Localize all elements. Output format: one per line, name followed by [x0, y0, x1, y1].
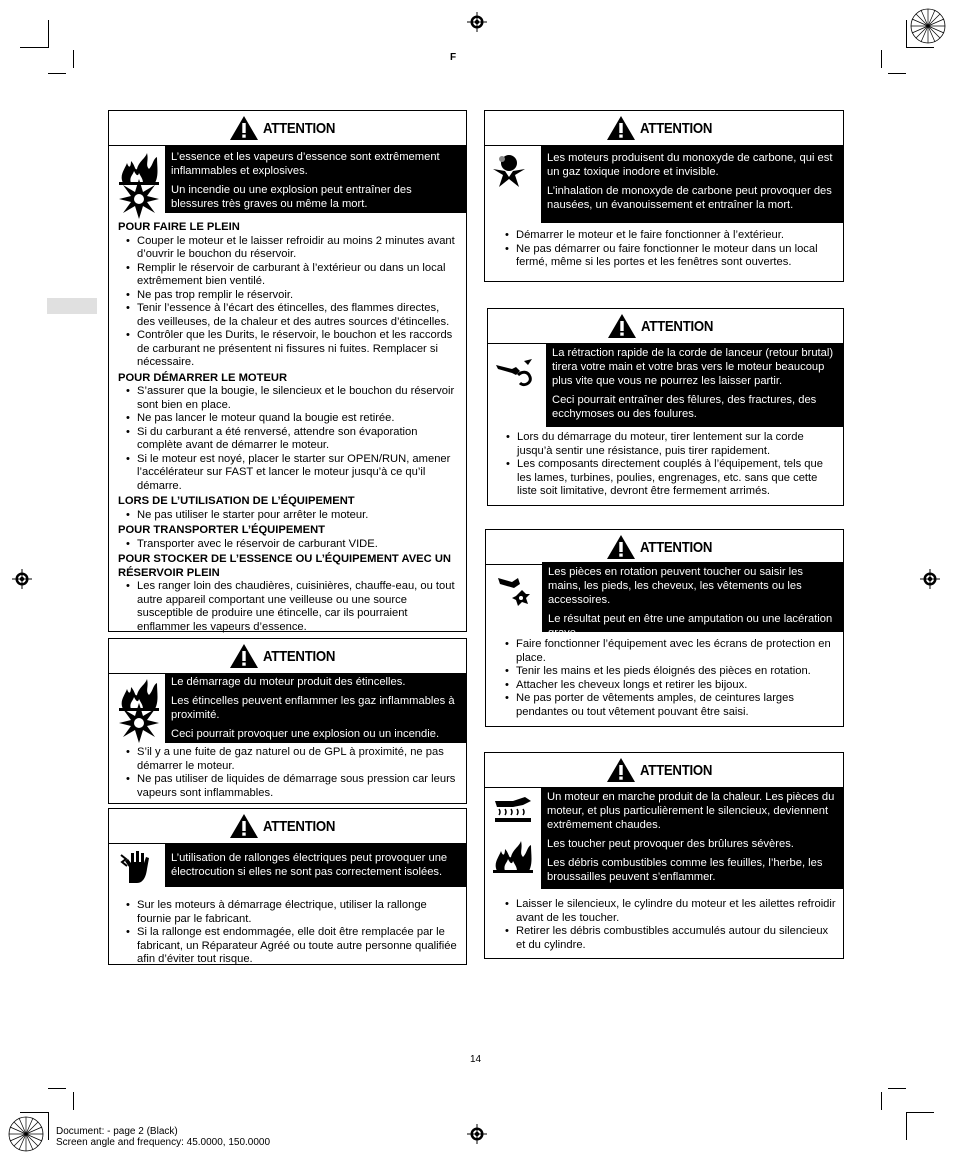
section-heading: LORS DE L’UTILISATION DE L’ÉQUIPEMENT — [118, 495, 355, 507]
crop-mark — [48, 20, 49, 48]
warning-bar: Le démarrage du moteur produit des étincelles. Les étincelles peuvent enflammer les gaz inflammables à proximité. Ceci pourrait provoquer une explosion ou un incendie. — [165, 673, 467, 743]
list-item: • Contrôler que les Durits, le réservoir, le bouchon et les raccords de carburant ne présentent ni fissures ni fuites. Remplacer si nécessaire. — [118, 329, 458, 370]
crop-mark — [20, 1112, 48, 1113]
bullet-list — [118, 235, 458, 370]
crop-mark — [20, 47, 48, 48]
list-item: • Ne pas porter de vêtements amples, de ceintures larges pendantes ou tout vêtement pouvant être saisi. — [497, 692, 837, 719]
warning-title: ATTENTION — [640, 538, 713, 556]
section-heading: POUR STOCKER DE L’ESSENCE OU L’ÉQUIPEMENT AVEC UN RÉSERVOIR PLEIN — [118, 553, 451, 579]
list-item: • Ne pas trop remplir le réservoir. — [118, 289, 458, 303]
toxic-gas-icon — [489, 153, 529, 193]
registration-target-icon — [467, 12, 487, 32]
registration-target-icon — [467, 1124, 487, 1144]
warning-bar: Les pièces en rotation peuvent toucher ou saisir les mains, les pieds, les cheveux, les vêtements ou les accessoires. Le résultat peut en être une amputation ou une lacération grave. — [542, 562, 844, 632]
list-item: • Les composants directement couplés à l’équipement, tels que les lames, turbines, poulies, engrenages, etc. sans que cette liste soit limitative, devront être fermement arrimés. — [498, 458, 838, 499]
warning-header — [109, 111, 466, 146]
list-item: • Remplir le réservoir de carburant à l’extérieur ou dans un local extrêmement bien ventilé. — [118, 262, 458, 289]
print-info-line: Document: - page 2 (Black) — [56, 1126, 178, 1137]
warning-body — [118, 746, 458, 801]
print-info-line: Screen angle and frequency: 45.0000, 150.0000 — [56, 1137, 271, 1148]
warning-bar: Un moteur en marche produit de la chaleur. Les pièces du moteur, et plus particulièrement le silencieux, deviennent extrêmement chaudes. Les toucher peut provoquer des brûlures sévères. Les débris combustibles comme les feuilles, l’herbe, les broussailles peuvent s’enflammer. — [541, 787, 844, 889]
warning-triangle-icon — [606, 757, 636, 783]
list-item: • Couper le moteur et le laisser refroidir au moins 2 minutes avant d’ouvrir le bouchon du réservoir. — [118, 235, 458, 262]
section-heading: POUR DÉMARRER LE MOTEUR — [118, 371, 288, 384]
electrical-warning-box — [108, 808, 467, 965]
crop-mark — [48, 1088, 66, 1089]
crop-mark — [48, 73, 66, 74]
crop-mark — [906, 47, 934, 48]
explosion-icon — [119, 703, 159, 743]
list-item: • Ne pas utiliser le starter pour arrêter le moteur. — [118, 509, 458, 523]
bullet-list — [498, 431, 838, 499]
warning-body — [118, 899, 458, 968]
starter-cord-kickback-icon — [494, 355, 534, 389]
bullet-list — [118, 580, 458, 634]
warning-triangle-icon — [229, 643, 259, 669]
hot-surface-warning-box — [484, 752, 844, 959]
warning-title: ATTENTION — [641, 317, 714, 335]
warning-header — [109, 809, 466, 844]
warning-bar: L’essence et les vapeurs d’essence sont extrêmement inflammables et explosives. Un incendie ou une explosion peut entraîner des blessures très graves ou même la mort. — [165, 145, 467, 213]
warning-body — [497, 898, 837, 953]
warning-header — [485, 111, 843, 146]
page-number: 14 — [470, 1054, 482, 1065]
rotating-parts-hand-icon — [496, 572, 532, 612]
crop-mark — [906, 20, 907, 48]
warning-body — [498, 431, 838, 500]
page-letter: F — [450, 52, 457, 63]
crop-mark — [73, 50, 74, 68]
warning-body — [118, 219, 458, 635]
warning-body — [497, 229, 837, 271]
bullet-list — [497, 898, 837, 952]
list-item: • S’assurer que la bougie, le silencieux et le bouchon du réservoir sont bien en place. — [118, 385, 458, 412]
list-item: • Ne pas lancer le moteur quand la bougie est retirée. — [118, 412, 458, 426]
carbon-monoxide-warning-box — [484, 110, 844, 282]
crop-mark — [881, 1092, 882, 1110]
section-heading: POUR FAIRE LE PLEIN — [118, 221, 240, 233]
warning-title: ATTENTION — [263, 119, 336, 137]
list-item: • Si du carburant a été renversé, attendre son évaporation complète avant de démarrer le moteur. — [118, 426, 458, 453]
crop-mark — [881, 50, 882, 68]
fuel-warning-box — [108, 110, 467, 632]
bullet-list — [497, 229, 837, 270]
list-item: • Sur les moteurs à démarrage électrique, utiliser la rallonge fournie par le fabricant. — [118, 899, 458, 926]
crop-mark — [906, 1112, 907, 1140]
list-item: • Si le moteur est noyé, placer le starter sur OPEN/RUN, amener l’accélérateur sur FAST et lancer le moteur jusqu’à ce qu’il démarre. — [118, 453, 458, 494]
electric-shock-hand-icon — [119, 849, 155, 885]
crop-mark — [906, 1112, 934, 1113]
list-item: • Ne pas démarrer ou faire fonctionner le moteur dans un local fermé, même si les portes et les fenêtres sont ouvertes. — [497, 243, 837, 270]
warning-bar: L’utilisation de rallonges électriques peut provoquer une électrocution si elles ne sont pas correctement isolées. — [165, 843, 467, 887]
warning-title: ATTENTION — [263, 647, 336, 665]
warning-body — [497, 638, 837, 720]
list-item: • Tenir les mains et les pieds éloignés des pièces en rotation. — [497, 665, 837, 679]
list-item: • Démarrer le moteur et le faire fonctionner à l’extérieur. — [497, 229, 837, 243]
warning-header — [109, 639, 466, 674]
warning-triangle-icon — [229, 115, 259, 141]
bullet-list — [118, 385, 458, 493]
hot-surface-hand-icon — [493, 793, 533, 827]
warning-header — [486, 530, 843, 565]
warning-triangle-icon — [606, 115, 636, 141]
warning-header — [485, 753, 843, 788]
crop-mark — [888, 1088, 906, 1089]
list-item: • Les ranger loin des chaudières, cuisinières, chauffe-eau, ou tout autre appareil comportant une veilleuse ou une source susceptible de produire une étincelle, car ils pourraient enflammer les vapeurs d’essence. — [118, 580, 458, 634]
list-item: • Ne pas utiliser de liquides de démarrage sous pression car leurs vapeurs sont inflammables. — [118, 773, 458, 800]
list-item: • Si la rallonge est endommagée, elle doit être remplacée par le fabricant, un Réparateur Agréé ou toute autre personne qualifiée afin d’éviter tout risque. — [118, 926, 458, 967]
list-item: • S’il y a une fuite de gaz naturel ou de GPL à proximité, ne pas démarrer le moteur. — [118, 746, 458, 773]
explosion-icon — [119, 179, 159, 219]
spark-warning-box — [108, 638, 467, 804]
bullet-list — [118, 899, 458, 967]
warning-header — [488, 309, 843, 344]
warning-bar: La rétraction rapide de la corde de lanceur (retour brutal) tirera votre main et votre bras vers le moteur beaucoup plus vite que vous ne pourrez les laisser partir. Ceci pourrait entraîner des fêlures, des fractures, des ecchymoses ou des foulures. — [546, 343, 844, 427]
crop-mark — [73, 1092, 74, 1110]
registration-target-icon — [920, 569, 940, 589]
rotating-parts-warning-box — [485, 529, 844, 727]
bullet-list — [118, 538, 458, 552]
list-item: • Faire fonctionner l’équipement avec les écrans de protection en place. — [497, 638, 837, 665]
warning-triangle-icon — [606, 534, 636, 560]
warning-bar: Les moteurs produisent du monoxyde de carbone, qui est un gaz toxique inodore et invisible. L’inhalation de monoxyde de carbone peut provoquer des nausées, un évanouissement et entraîner la mort. — [541, 145, 844, 223]
list-item: • Tenir l’essence à l’écart des étincelles, des flammes directes, des veilleuses, de la chaleur et des autres sources d’étincelles. — [118, 302, 458, 329]
section-heading: POUR TRANSPORTER L’ÉQUIPEMENT — [118, 524, 325, 536]
list-item: • Transporter avec le réservoir de carburant VIDE. — [118, 538, 458, 552]
language-tab — [47, 298, 97, 314]
kickback-warning-box — [487, 308, 844, 506]
registration-target-icon — [12, 569, 32, 589]
flame-icon — [491, 839, 535, 873]
bullet-list — [497, 638, 837, 719]
bullet-list — [118, 509, 458, 523]
warning-title: ATTENTION — [639, 761, 713, 779]
list-item: • Laisser le silencieux, le cylindre du moteur et les ailettes refroidir avant de les toucher. — [497, 898, 837, 925]
warning-triangle-icon — [229, 813, 259, 839]
warning-title: ATTENTION — [263, 817, 336, 835]
list-item: • Lors du démarrage du moteur, tirer lentement sur la corde jusqu’à sentir une résistance, puis tirer rapidement. — [498, 431, 838, 458]
bullet-list — [118, 746, 458, 800]
crop-mark — [888, 73, 906, 74]
crop-mark — [48, 1112, 49, 1140]
print-info — [56, 1126, 270, 1148]
starburst-icon — [8, 1116, 44, 1152]
list-item: • Retirer les débris combustibles accumulés autour du silencieux et du cylindre. — [497, 925, 837, 952]
warning-triangle-icon — [607, 313, 637, 339]
list-item: • Attacher les cheveux longs et retirer les bijoux. — [497, 679, 837, 693]
warning-title: ATTENTION — [639, 119, 713, 137]
starburst-icon — [910, 8, 946, 44]
